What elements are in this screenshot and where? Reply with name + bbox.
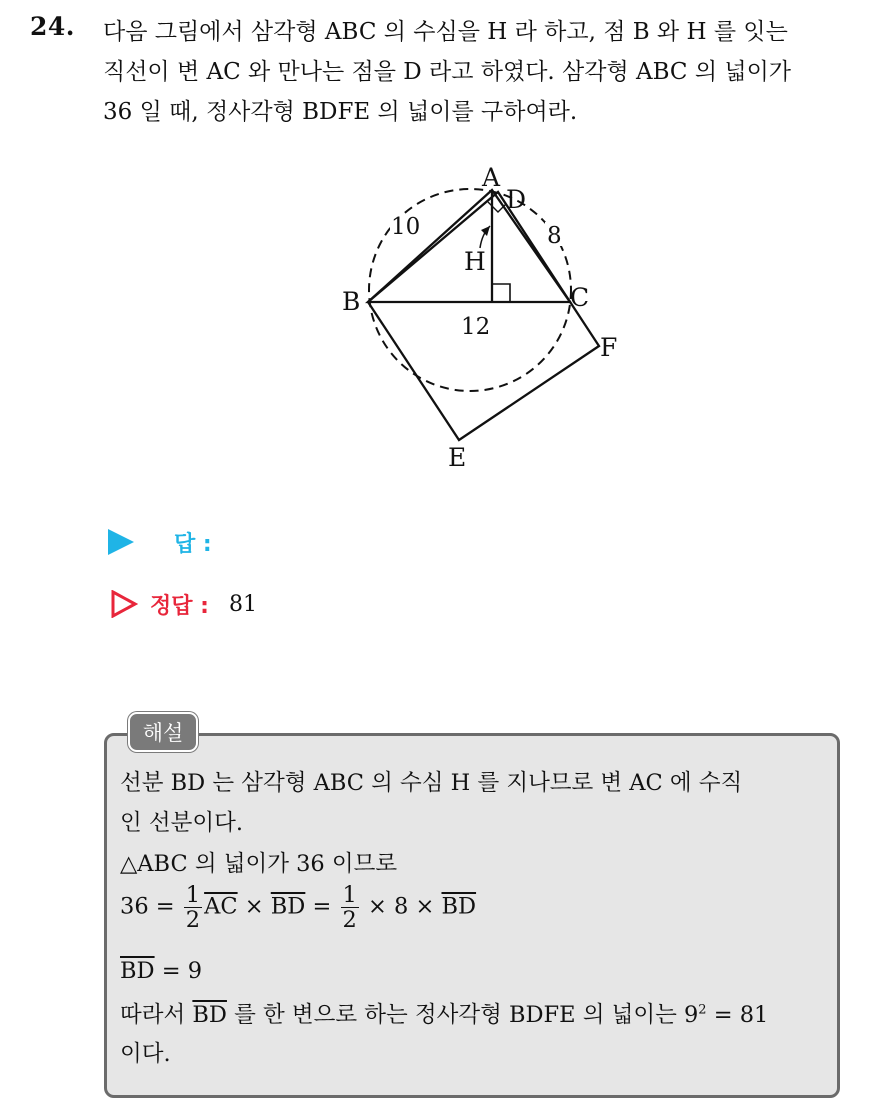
play-arrow-icon <box>108 529 134 555</box>
side-label-ac: 8 <box>547 223 562 249</box>
solution-row <box>110 586 257 622</box>
question-text <box>103 12 868 132</box>
arrow-head <box>481 226 490 236</box>
explanation-tag: 해설 <box>128 712 198 752</box>
label-c: C <box>570 283 590 312</box>
solution-value: 81 <box>228 591 257 617</box>
solution-label: 정답 : <box>150 593 209 619</box>
question-line: 직선이 변 AC 와 만나는 점을 D 라고 하였다. 삼각형 ABC 의 넓이가 <box>103 59 792 85</box>
question-line: 36 일 때, 정사각형 BDFE 의 넓이를 구하여라. <box>103 99 578 125</box>
equation-area: 36 = $\frac{1}{2}$ $\overline{AC} \times \overline{BD}$ = $\frac{1}{2}$ × $8 \times \overline{BD}$ <box>120 882 477 933</box>
fraction: $\frac{1}{2}$ <box>342 882 357 933</box>
label-d: D <box>506 185 527 214</box>
answer-row <box>108 524 232 560</box>
segment-bd: $\overline{BD}$ <box>120 958 155 984</box>
label-f: F <box>600 333 618 362</box>
explanation-line: △ABC 의 넓이가 36 이므로 <box>120 851 398 877</box>
explanation-line: 선분 BD 는 삼각형 ABC 의 수심 H 를 지나므로 변 AC 에 수직 <box>120 770 743 796</box>
label-h: H <box>464 247 486 276</box>
right-angle-mark-d <box>488 202 506 212</box>
segment-bd: $\overline{BD}$ <box>192 1002 227 1028</box>
right-angle-mark <box>492 284 510 302</box>
segment-ac: $\overline{AC}$ <box>204 893 238 920</box>
outline-arrow-icon <box>110 590 138 618</box>
fraction: $\frac{1}{2}$ <box>185 882 201 933</box>
triangle-abc <box>368 190 570 302</box>
segment-bd: $\overline{BD}$ <box>270 893 306 920</box>
label-e: E <box>448 443 467 472</box>
label-a: A <box>482 163 501 192</box>
explanation-conclusion: 따라서 $\overline{BD}$ 를 한 변으로 하는 정사각형 BDFE 의 넓이는 $9^2 = 81$ <box>120 1002 769 1028</box>
equation-bd: $\overline{BD} = 9$ <box>120 958 203 984</box>
side-label-bc: 12 <box>461 314 491 340</box>
explanation-line: 이다. <box>120 1041 171 1067</box>
geometry-figure <box>330 160 640 475</box>
segment-bd: $\overline{BD}$ <box>441 893 477 920</box>
label-b: B <box>342 287 361 316</box>
question-line: 다음 그림에서 삼각형 ABC 의 수심을 H 라 하고, 점 B 와 H 를 잇는 <box>103 19 788 45</box>
explanation-line: 인 선분이다. <box>120 810 243 836</box>
side-label-ab: 10 <box>391 214 421 240</box>
question-number: 24. <box>30 12 75 41</box>
answer-label: 답 : <box>174 531 212 557</box>
